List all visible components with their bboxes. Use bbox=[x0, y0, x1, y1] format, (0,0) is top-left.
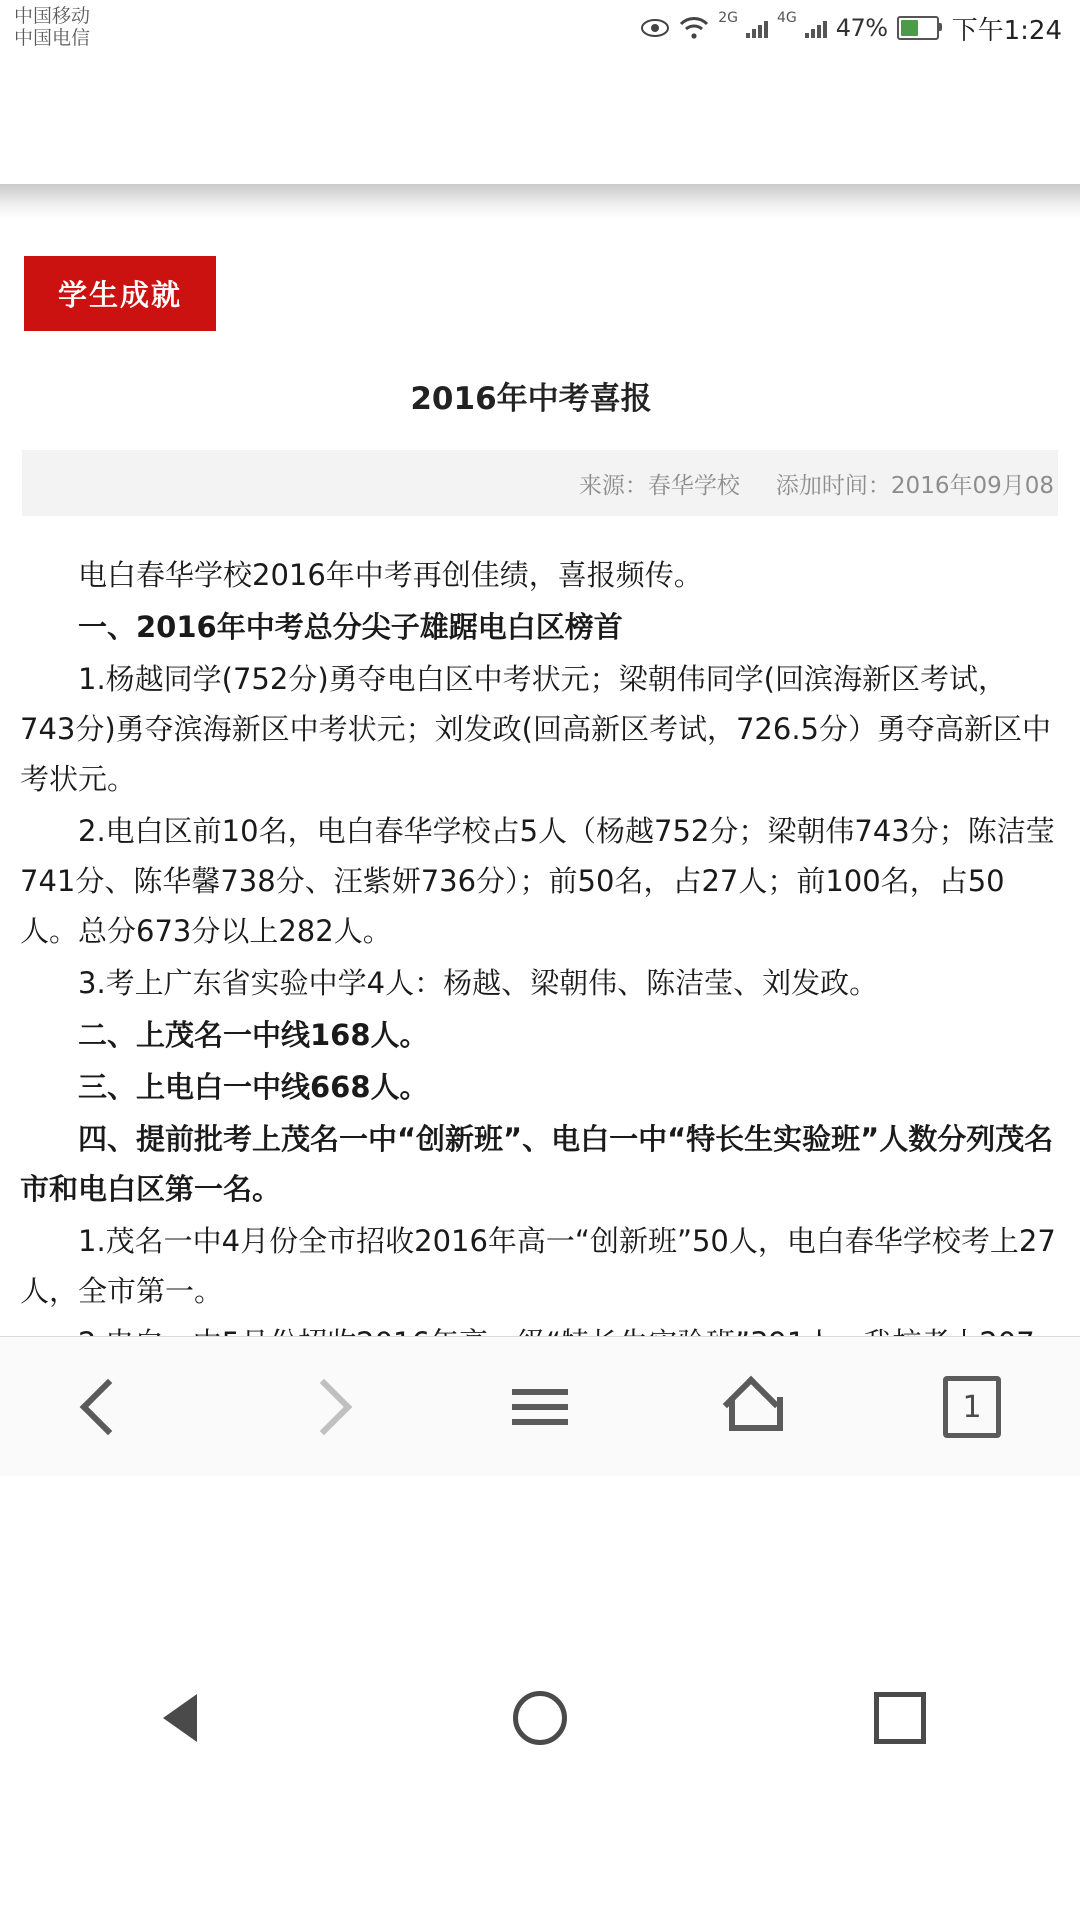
forward-icon bbox=[296, 1379, 353, 1436]
article-body bbox=[20, 550, 1060, 1418]
nav-recents-button[interactable] bbox=[830, 1673, 970, 1763]
page-top-spacer bbox=[0, 56, 1080, 184]
article-meta-bar bbox=[22, 450, 1058, 516]
menu-icon bbox=[512, 1380, 568, 1434]
carrier-1-label: 中国移动 bbox=[14, 5, 91, 28]
network-type-2-label: 4G bbox=[777, 9, 797, 26]
article-paragraph: 电白春华学校2016年中考再创佳绩，喜报频传。 bbox=[78, 558, 703, 592]
carrier-labels bbox=[14, 6, 90, 50]
article-paragraph: 二、上茂名一中线168人。 bbox=[78, 1018, 429, 1052]
page-shadow-band bbox=[0, 184, 1080, 218]
home-circle-icon bbox=[513, 1691, 567, 1745]
article-paragraph: 1.茂名一中4月份全市招收2016年高一“创新班”50人，电白春华学校考上27人，全市第一。 bbox=[20, 1224, 1056, 1308]
section-tag: 学生成就 bbox=[24, 256, 216, 331]
eye-icon bbox=[640, 18, 670, 38]
article-paragraph: 一、2016年中考总分尖子雄踞电白区榜首 bbox=[78, 610, 623, 644]
section-tag-container bbox=[0, 218, 1080, 331]
browser-tabs-button[interactable] bbox=[912, 1357, 1032, 1457]
carrier-2-label: 中国电信 bbox=[14, 27, 91, 49]
webview-content[interactable] bbox=[0, 56, 1080, 1336]
back-icon bbox=[80, 1379, 137, 1436]
article-paragraph: 三、上电白一中线668人。 bbox=[78, 1070, 429, 1104]
nav-home-button[interactable] bbox=[470, 1673, 610, 1763]
tab-count-badge: 1 bbox=[943, 1376, 1001, 1438]
browser-home-button[interactable] bbox=[696, 1357, 816, 1457]
nav-back-button[interactable] bbox=[110, 1673, 250, 1763]
status-bar bbox=[0, 0, 1080, 56]
battery-icon bbox=[897, 16, 939, 40]
signal-bars-1-icon bbox=[746, 18, 768, 38]
article-paragraph: 2.电白区前10名，电白春华学校占5人（杨越752分；梁朝伟743分；陈洁莹741分、陈华馨738分、汪紫妍736分）；前50名，占27人；前100名，占50人。总分673分以上282人。 bbox=[20, 814, 1055, 948]
article-paragraph: 1.杨越同学(752分)勇夺电白区中考状元；梁朝伟同学(回滨海新区考试，743分)勇夺滨海新区中考状元；刘发政(回高新区考试，726.5分）勇夺高新区中考状元。 bbox=[20, 662, 1052, 796]
wifi-icon bbox=[679, 17, 709, 39]
back-triangle-icon bbox=[163, 1694, 197, 1742]
article-paragraph: 3.考上广东省实验中学4人：杨越、梁朝伟、陈洁莹、刘发政。 bbox=[78, 966, 879, 1000]
article-date-label: 添加时间：2016年09月08 bbox=[775, 472, 1054, 499]
battery-percent-label: 47% bbox=[835, 14, 888, 42]
browser-back-button[interactable] bbox=[48, 1357, 168, 1457]
clock-label: 下午1:24 bbox=[951, 15, 1062, 46]
article-source-label: 来源：春华学校 bbox=[578, 472, 740, 499]
signal-bars-2-icon bbox=[805, 18, 827, 38]
article-paragraph: 四、提前批考上茂名一中“创新班”、电白一中“特长生实验班”人数分列茂名市和电白区第一名。 bbox=[20, 1122, 1054, 1206]
page-title: 2016年中考喜报 bbox=[410, 381, 652, 417]
network-type-1-label: 2G bbox=[718, 9, 738, 26]
browser-menu-button[interactable] bbox=[480, 1357, 600, 1457]
browser-forward-button[interactable] bbox=[264, 1357, 384, 1457]
recents-square-icon bbox=[874, 1692, 926, 1744]
home-icon bbox=[729, 1383, 783, 1431]
browser-toolbar bbox=[0, 1336, 1080, 1477]
status-icons bbox=[640, 10, 1062, 47]
android-nav-bar bbox=[0, 1476, 1080, 1920]
